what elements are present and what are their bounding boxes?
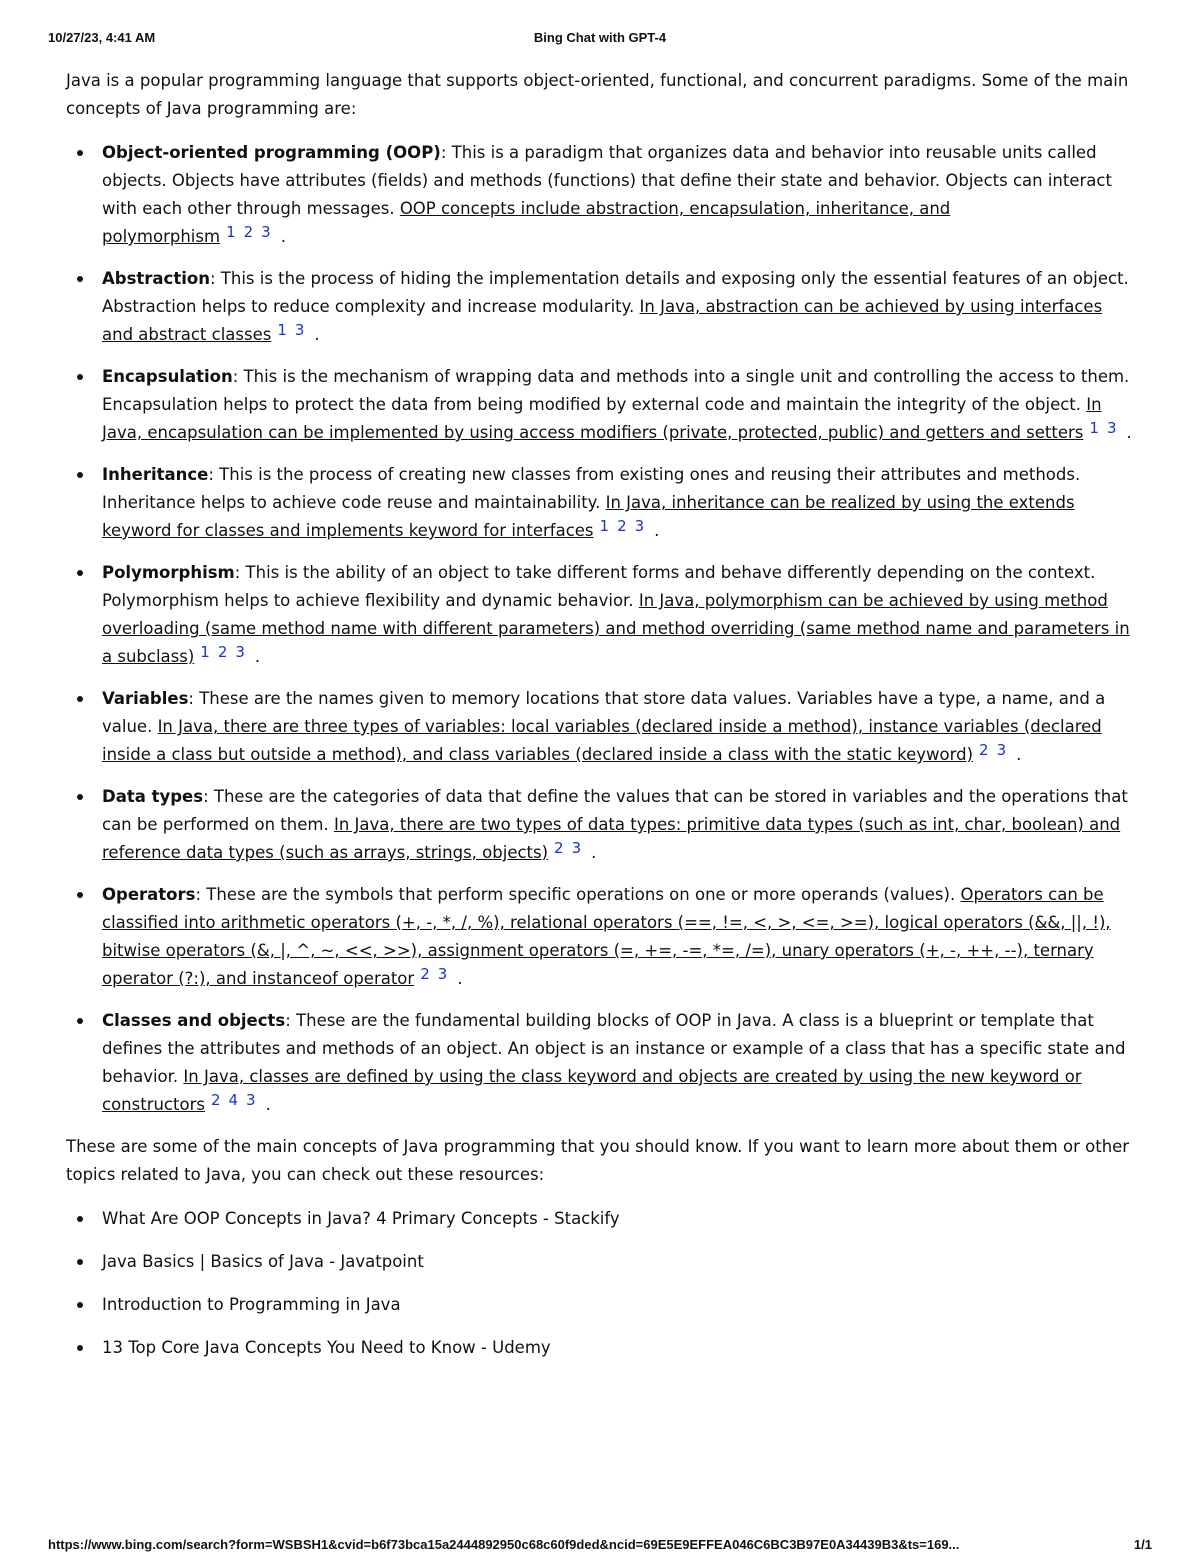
page-number: 1/1 [1133,1537,1152,1552]
citation-group [420,964,455,983]
concept-description: This is a paradigm that organizes data and behavior into reusable units called objects. Objects have attributes (fields) and methods (functions) that define their state and behavior. Objects can interact with each other through messages. [102,143,1112,218]
concept-abstraction: Abstraction: This is the process of hiding the implementation details and exposing only the essential features of an object. Abstraction helps to reduce complexity and increase modularity. In Java, abstraction can be achieved by using interfaces and abstract classes 1 3 . [66,265,1132,349]
citation-link[interactable]: 3 [235,643,245,661]
concept-list [66,139,1132,1119]
print-datetime: 10/27/23, 4:41 AM [48,30,156,45]
cited-claim[interactable]: In Java, there are two types of data types: primitive data types (such as int, char, boolean) and reference data types (such as arrays, strings, objects) [102,815,1121,862]
citation-link[interactable]: 1 [277,321,287,339]
concept-inheritance: Inheritance: This is the process of creating new classes from existing ones and reusing their attributes and methods. Inheritance helps to achieve code reuse and maintainability. In Java, inheritance can be realized by using the extends keyword for classes and implements keyword for interfaces 1 2 3 . [66,461,1132,545]
resource-list [66,1205,1132,1362]
chat-response [66,67,1132,1377]
citation-group [554,838,589,857]
citation-group [200,642,253,661]
citation-link[interactable]: 1 [200,643,210,661]
concept-term: Data types [102,787,204,806]
concept-term: Inheritance [102,465,209,484]
concept-variables: Variables: These are the names given to memory locations that store data values. Variables have a type, a name, and a value. In Java, there are three types of variables: local variables (declared inside a method), instance variables (declared inside a class but outside a method), and class variables (declared inside a class with the static keyword) 2 3 . [66,685,1132,769]
citation-link[interactable]: 2 [217,643,228,661]
citation-group [277,320,312,339]
citation-link[interactable]: 3 [261,223,271,241]
concept-oop: Object-oriented programming (OOP): This is a paradigm that organizes data and behavior into reusable units called objects. Objects have attributes (fields) and methods (functions) that define their state and behavior. Objects can interact with each other through messages. OOP concepts include abstraction, encapsulation, inheritance, and polymorphism 1 2 3 . [66,139,1132,251]
citation-link[interactable]: 1 [599,517,610,535]
concept-term: Operators [102,885,196,904]
citation-link[interactable]: 2 [617,517,627,535]
citation-link[interactable]: 2 [210,1091,221,1109]
citation-group [979,740,1014,759]
concept-description: This is the mechanism of wrapping data and methods into a single unit and controlling the access to them. Encapsulation helps to protect the data from being modified by external code and maintain the integrity of the object. [102,367,1130,414]
citation-link[interactable]: 2 [243,223,254,241]
citation-group [1089,418,1124,437]
concept-term: Object-oriented programming (OOP) [102,143,441,162]
cited-claim[interactable]: Operators can be classified into arithmetic operators (+, -, *, /, %), relational operators (==, !=, <, >, <=, >=), logical operators (&&, ||, !), bitwise operators (&, |, ^, ~, <<, >>), assignment operators (=, +=, -=, *=, /=), unary operators (+, -, ++, --), ternary operator (?:), and instanceof operator [102,885,1111,988]
page-url: https://www.bing.com/search?form=WSBSH1&cvid=b6f73bca15a2444892950c68c60f9ded&ncid=69E5E9EFFEA046C6BC3B97E0A34439B3&ts=169... [48,1537,960,1552]
citation-link[interactable]: 1 [226,223,236,241]
print-title: Bing Chat with GPT-4 [533,30,667,45]
citation-link[interactable]: 3 [294,321,305,339]
cited-claim[interactable]: In Java, classes are defined by using the class keyword and objects are created by using the new keyword or constructors [102,1067,1082,1114]
print-header [0,30,1200,50]
resource-link[interactable]: Java Basics | Basics of Java - Javatpoint [66,1248,1132,1276]
citation-link[interactable]: 3 [634,517,645,535]
cited-claim[interactable]: In Java, inheritance can be realized by using the extends keyword for classes and implements keyword for interfaces [102,493,1075,540]
concept-term: Abstraction [102,269,210,288]
concept-description: This is the process of hiding the implementation details and exposing only the essential features of an object. Abstraction helps to reduce complexity and increase modularity. [102,269,1129,316]
cited-claim[interactable]: OOP concepts include abstraction, encapsulation, inheritance, and polymorphism [102,199,951,246]
resource-link[interactable]: Introduction to Programming in Java [66,1291,1132,1319]
resource-link[interactable]: 13 Top Core Java Concepts You Need to Know - Udemy [66,1334,1132,1362]
concept-term: Polymorphism [102,563,235,582]
concept-operators: Operators: These are the symbols that perform specific operations on one or more operands (values). Operators can be classified into arithmetic operators (+, -, *, /, %), relational operators (==, !=, <, >, <=, >=), logical operators (&&, ||, !), bitwise operators (&, |, ^, ~, <<, >>), assignment operators (=, +=, -=, *=, /=), unary operators (+, -, ++, --), ternary operator (?:), and instanceof operator 2 3 . [66,881,1132,993]
concept-classes-objects: Classes and objects: These are the fundamental building blocks of OOP in Java. A class is a blueprint or template that defines the attributes and methods of an object. An object is an instance or example of a class that has a specific state and behavior. In Java, classes are defined by using the class keyword and objects are created by using the new keyword or constructors 2 4 3 . [66,1007,1132,1119]
citation-link[interactable]: 3 [246,1091,256,1109]
citation-link[interactable]: 1 [1089,419,1099,437]
citation-link[interactable]: 3 [437,965,448,983]
concept-description: This is the ability of an object to take different forms and behave differently depending on the context. Polymorphism helps to achieve flexibility and dynamic behavior. [102,563,1096,610]
print-footer [0,1537,1200,1555]
citation-link[interactable]: 3 [571,839,582,857]
concept-data-types: Data types: These are the categories of data that define the values that can be stored in variables and the operations that can be performed on them. In Java, there are two types of data types: primitive data types (such as int, char, boolean) and reference data types (such as arrays, strings, objects) 2 3 . [66,783,1132,867]
citation-group [211,1090,264,1109]
cited-claim[interactable]: In Java, encapsulation can be implemented by using access modifiers (private, protected, public) and getters and setters [102,395,1102,442]
citation-link[interactable]: 3 [1106,419,1117,437]
concept-encapsulation: Encapsulation: This is the mechanism of wrapping data and methods into a single unit and controlling the access to them. Encapsulation helps to protect the data from being modified by external code and maintain the integrity of the object. In Java, encapsulation can be implemented by using access modifiers (private, protected, public) and getters and setters 1 3 . [66,363,1132,447]
concept-polymorphism: Polymorphism: This is the ability of an object to take different forms and behave differently depending on the context. Polymorphism helps to achieve flexibility and dynamic behavior. In Java, polymorphism can be achieved by using method overloading (same method name with different parameters) and method overriding (same method name and parameters in a subclass) 1 2 3 . [66,559,1132,671]
citation-link[interactable]: 2 [979,741,989,759]
cited-claim[interactable]: In Java, polymorphism can be achieved by using method overloading (same method name with different parameters) and method overriding (same method name and parameters in a subclass) [102,591,1130,666]
concept-description: These are the names given to memory locations that store data values. Variables have a type, a name, and a value. [102,689,1106,736]
concept-description: This is the process of creating new classes from existing ones and reusing their attributes and methods. Inheritance helps to achieve code reuse and maintainability. [102,465,1081,512]
cited-claim[interactable]: In Java, abstraction can be achieved by using interfaces and abstract classes [102,297,1103,344]
citation-group [600,516,653,535]
cited-claim[interactable]: In Java, there are three types of variables: local variables (declared inside a method), instance variables (declared inside a class but outside a method), and class variables (declared inside a class with the static keyword) [102,717,1102,764]
intro-paragraph: Java is a popular programming language that supports object-oriented, functional, and concurrent paradigms. Some of the main concepts of Java programming are: [66,71,1129,118]
citation-link[interactable]: 3 [996,741,1007,759]
citation-link[interactable]: 2 [554,839,564,857]
concept-term: Classes and objects [102,1011,286,1030]
concept-description: These are the categories of data that define the values that can be stored in variables and the operations that can be performed on them. [102,787,1128,834]
citation-link[interactable]: 4 [228,1091,239,1109]
concept-term: Variables [102,689,189,708]
resource-link[interactable]: What Are OOP Concepts in Java? 4 Primary Concepts - Stackify [66,1205,1132,1233]
concept-description: These are the fundamental building blocks of OOP in Java. A class is a blueprint or template that defines the attributes and methods of an object. An object is an instance or example of a class that has a specific state and behavior. [102,1011,1126,1086]
outro-paragraph: These are some of the main concepts of Java programming that you should know. If you want to learn more about them or other topics related to Java, you can check out these resources: [66,1137,1130,1184]
concept-term: Encapsulation [102,367,233,386]
citation-link[interactable]: 2 [420,965,430,983]
concept-description: These are the symbols that perform specific operations on one or more operands (values). [201,885,961,904]
citation-group [226,222,279,241]
